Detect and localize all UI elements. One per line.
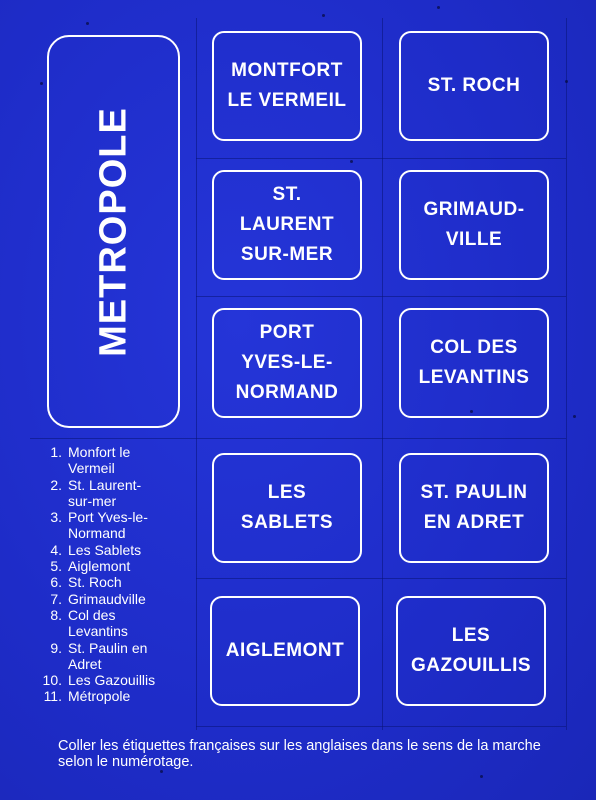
sticker-col-des-levantins[interactable] (399, 308, 549, 418)
sticker-label: COL DES LEVANTINS (418, 337, 530, 388)
print-speck (40, 82, 43, 85)
legend-text: Col des Levantins (68, 606, 128, 640)
sticker-label: ST. LAURENT SUR-MER (239, 184, 335, 265)
legend-text: St. Paulin en Adret (68, 639, 148, 672)
legend-item (38, 591, 188, 607)
print-speck (437, 6, 440, 9)
sticker-les-gazouillis[interactable] (396, 596, 546, 706)
print-speck (565, 80, 568, 83)
numbered-legend (38, 444, 188, 705)
legend-text: St. Roch (68, 574, 122, 591)
legend-item (38, 688, 188, 704)
legend-number: 2. (50, 476, 62, 493)
legend-number: 5. (50, 558, 62, 575)
sticker-label: GRIMAUD- VILLE (423, 199, 525, 250)
sticker-montfort-le-vermeil[interactable] (212, 31, 362, 141)
cut-line (382, 18, 383, 730)
legend-text: Monfort le Vermeil (68, 444, 131, 477)
legend-item (38, 574, 188, 590)
sticker-label: AIGLEMONT (225, 640, 345, 661)
legend-item (38, 607, 188, 640)
print-speck (573, 415, 576, 418)
legend-text: Port Yves-le- Normand (68, 509, 148, 542)
sticker-aiglemont[interactable] (210, 596, 360, 706)
legend-text: St. Laurent- sur-mer (68, 476, 142, 509)
sticker-st-laurent-sur-mer[interactable] (212, 170, 362, 280)
legend-item (38, 558, 188, 574)
legend-text: Grimaudville (68, 590, 146, 607)
print-speck (322, 14, 325, 17)
legend-text: Les Sablets (68, 541, 142, 558)
legend-number: 8. (50, 606, 62, 623)
legend-item (38, 542, 188, 558)
legend-text: Aiglemont (68, 558, 131, 575)
sticker-st-paulin-en-adret[interactable] (399, 453, 549, 563)
print-speck (470, 410, 473, 413)
sticker-grimaudville[interactable] (399, 170, 549, 280)
legend-number: 6. (50, 574, 62, 591)
cut-line (566, 18, 567, 730)
sticker-metropole[interactable] (47, 35, 180, 428)
sticker-port-yves-le-normand[interactable] (212, 308, 362, 418)
cut-line (196, 158, 566, 159)
sticker-les-sablets[interactable] (212, 453, 362, 563)
sticker-label: METROPOLE (92, 106, 134, 357)
sticker-st-roch[interactable] (399, 31, 549, 141)
sticker-label: ST. PAULIN EN ADRET (420, 482, 528, 533)
legend-item (38, 477, 188, 510)
cut-line (196, 578, 566, 579)
legend-text: Les Gazouillis (68, 672, 156, 689)
legend-item (38, 444, 188, 477)
print-speck (86, 22, 89, 25)
cut-line (196, 18, 197, 730)
legend-number: 4. (50, 541, 62, 558)
cut-line (30, 438, 566, 439)
legend-number: 1. (50, 444, 62, 460)
legend-item (38, 640, 188, 673)
legend-item (38, 672, 188, 688)
legend-text: Métropole (68, 688, 131, 705)
sticker-label: PORT YVES-LE- NORMAND (235, 322, 339, 403)
legend-number: 7. (50, 590, 62, 607)
cut-line (196, 726, 566, 727)
legend-number: 11. (43, 688, 62, 705)
sticker-label: MONTFORT LE VERMEIL (227, 60, 347, 111)
instructions-text: Coller les étiquettes françaises sur les anglaises dans le sens de la marche selon le numérotage. (58, 738, 541, 770)
sticker-label: LES SABLETS (240, 482, 334, 533)
legend-number: 3. (50, 509, 62, 526)
legend-number: 10. (42, 672, 62, 689)
print-speck (350, 160, 353, 163)
cut-line (196, 296, 566, 297)
print-speck (480, 775, 483, 778)
legend-number: 9. (50, 639, 62, 656)
print-speck (160, 770, 163, 773)
legend-item (38, 509, 188, 542)
sticker-label: ST. ROCH (427, 75, 521, 96)
sticker-label: LES GAZOUILLIS (410, 625, 532, 676)
